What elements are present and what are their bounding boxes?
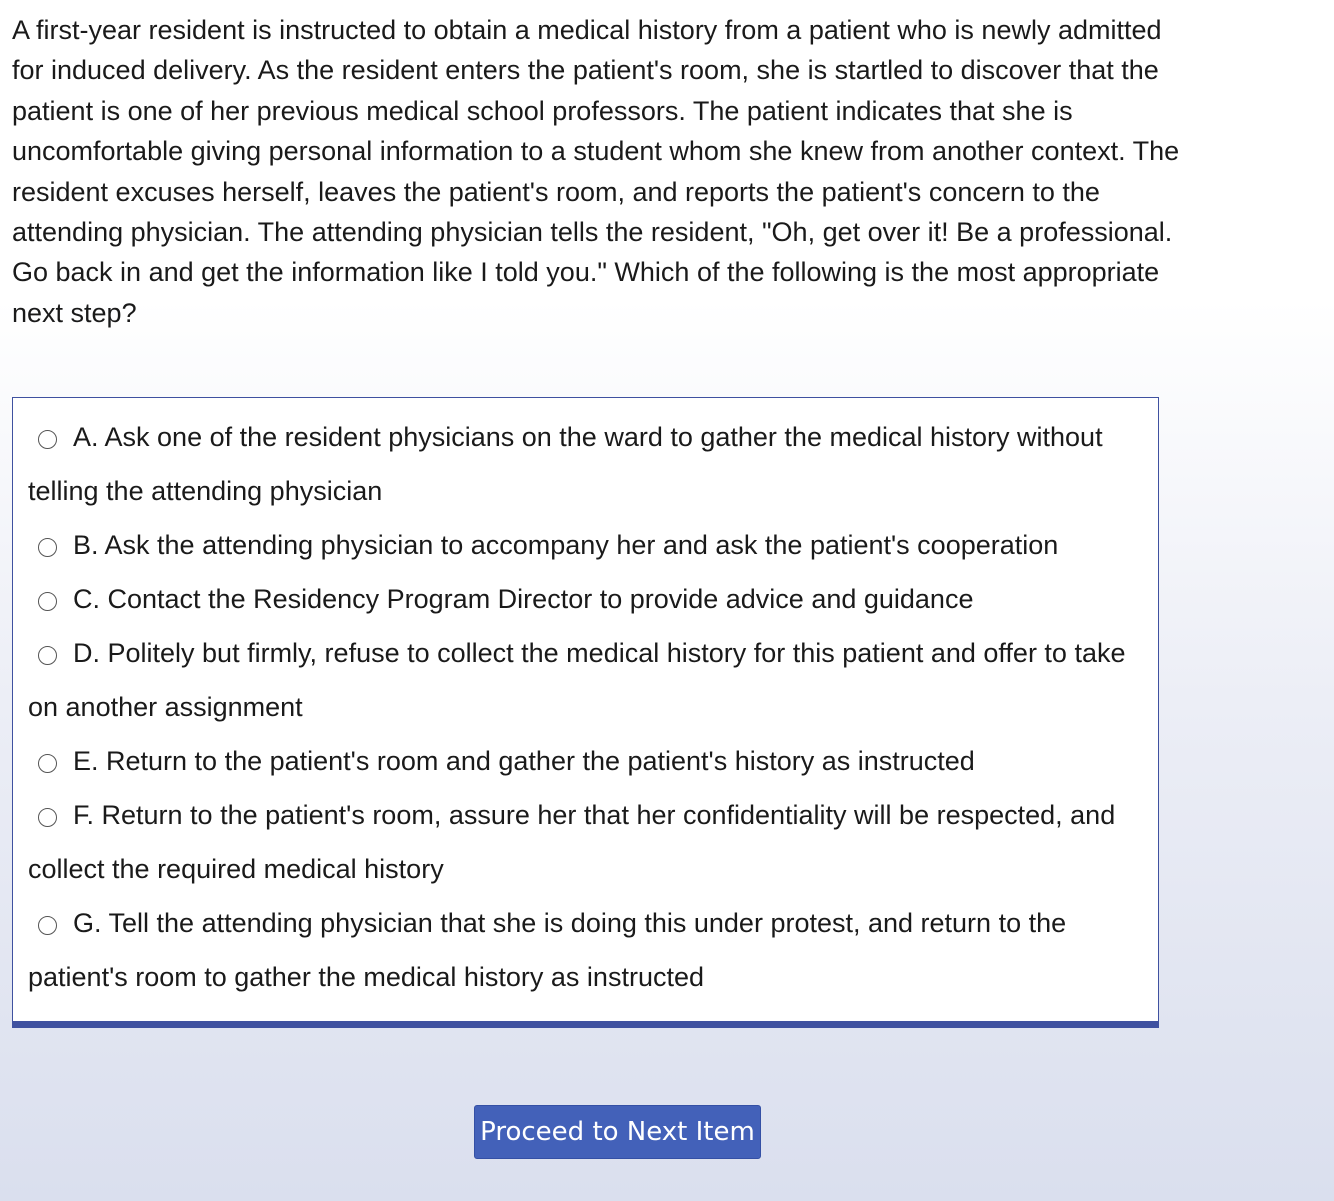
option-e-label: E. Return to the patient's room and gather the patient's history as instructed — [73, 746, 975, 776]
option-f[interactable] — [28, 788, 1144, 896]
option-d[interactable] — [28, 626, 1144, 734]
answer-options-panel — [12, 397, 1159, 1028]
option-g-label: G. Tell the attending physician that she is doing this under protest, and return to the patient's room to gather the medical history as instructed — [28, 908, 1067, 992]
option-b[interactable] — [28, 518, 1144, 572]
option-a[interactable] — [28, 410, 1144, 518]
option-d-label: D. Politely but firmly, refuse to collect the medical history for this patient and offer to take on another assignment — [28, 638, 1126, 722]
option-b-label: B. Ask the attending physician to accompany her and ask the patient's cooperation — [73, 530, 1059, 560]
radio-option-g[interactable] — [38, 916, 57, 935]
option-e[interactable] — [28, 734, 1144, 788]
option-f-label: F. Return to the patient's room, assure her that her confidentiality will be respected, and collect the required medical history — [28, 800, 1116, 884]
option-c[interactable] — [28, 572, 1144, 626]
radio-option-f[interactable] — [38, 808, 57, 827]
radio-option-a[interactable] — [38, 430, 57, 449]
radio-option-d[interactable] — [38, 646, 57, 665]
radio-option-b[interactable] — [38, 538, 57, 557]
option-c-label: C. Contact the Residency Program Director to provide advice and guidance — [73, 584, 974, 614]
radio-option-e[interactable] — [38, 754, 57, 773]
proceed-next-item-button[interactable]: Proceed to Next Item — [474, 1105, 761, 1159]
radio-option-c[interactable] — [38, 592, 57, 611]
option-g[interactable] — [28, 896, 1144, 1004]
option-a-label: A. Ask one of the resident physicians on the ward to gather the medical history without telling the attending physician — [28, 422, 1103, 506]
question-stem: A first-year resident is instructed to obtain a medical history from a patient who is newly admitted for induced delivery. As the resident enters the patient's room, she is startled to discover that the patient is one of her previous medical school professors. The patient indicates that she is uncomfortable giving personal information to a student whom she knew from another context. The resident excuses herself, leaves the patient's room, and reports the patient's concern to the attending physician. The attending physician tells the resident, "Oh, get over it! Be a professional. Go back in and get the information like I told you." Which of the following is the most appropriate next step? — [12, 15, 1180, 328]
